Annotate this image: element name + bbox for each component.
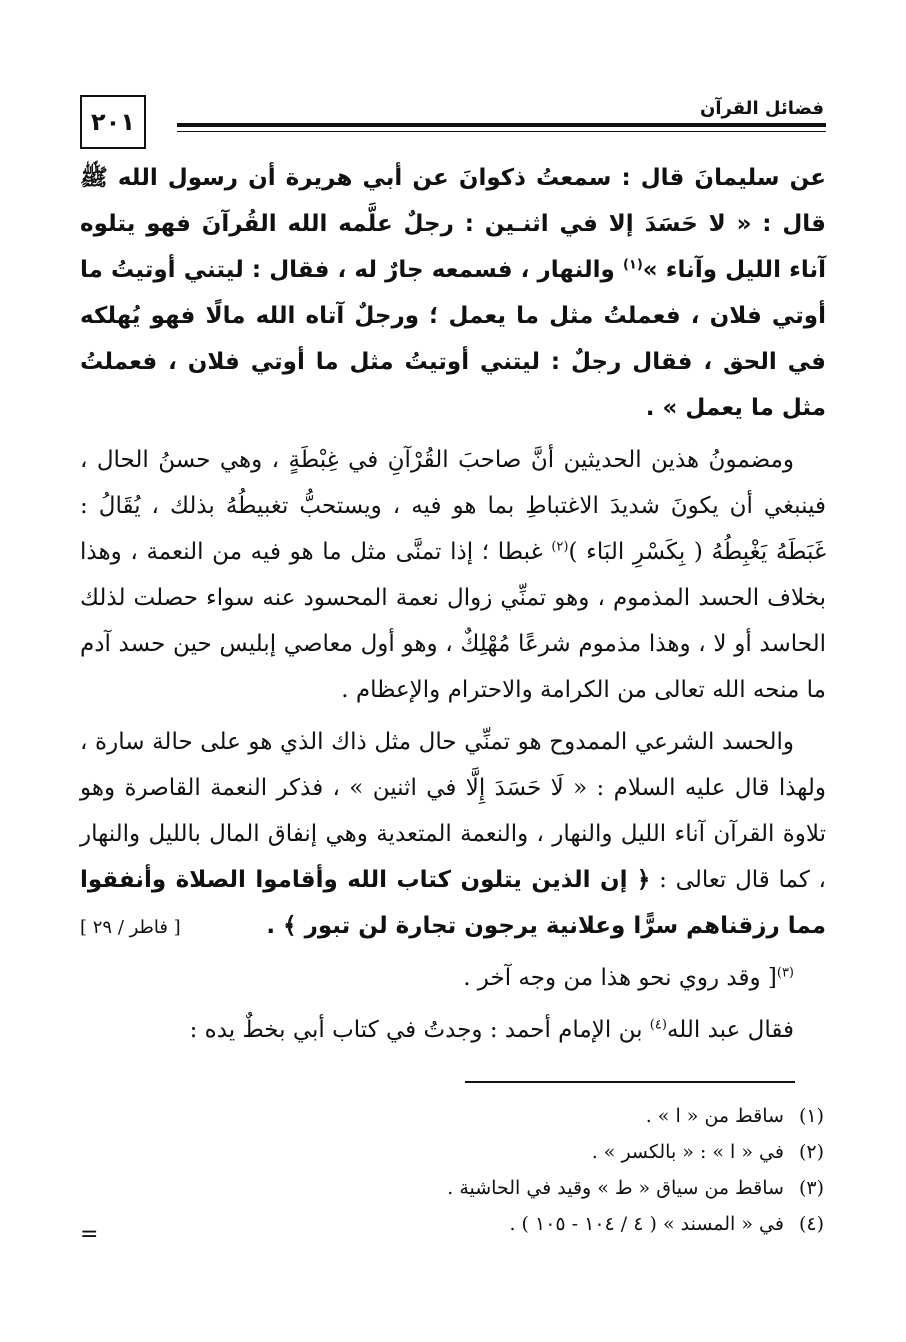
header-rule [177,123,826,127]
footnote-separator [465,1081,795,1083]
footnote-ref-1: (١) [622,257,643,273]
commentary-text-part2: غبطا ؛ إذا تمنَّى مثل ما هو فيه من النعمة ، وهذا بخلاف الحسد المذموم ، وهو تمنِّي زوال نعمة المحسود عنه سواء حصلت لذلك الحاسد أو لا ، وهذا مذموم شرعًا مُهْلِكٌ ، وهو أول معاصي إبليس حين حسد آدم ما منحه الله تعالى من الكرامة والاحترام والإعظام . [80,539,826,703]
praised-envy-paragraph [80,719,826,949]
hadith-paragraph [80,155,826,431]
running-title: فضائل القرآن [700,98,824,119]
footnote-1 [80,1098,824,1134]
footnote-number: (١) [798,1105,824,1127]
footnote-ref-4: (٤) [649,1017,667,1033]
closing-text-part2: بن الإمام أحمد : وجدتُ في كتاب أبي بخطٌ يده : [189,1017,643,1043]
footnote-text: ساقط من سياق « ط » وقيد في الحاشية . [447,1177,784,1199]
narration-note-text: [ وقد روي نحو هذا من وجه آخر . [463,965,777,991]
footnote-number: (٣) [798,1177,824,1199]
page-number: ٢٠١ [80,95,146,149]
verse-reference: [ فاطر / ٢٩ ] [80,917,181,938]
footnote-ref-3: (٣) [776,965,794,981]
footnote-2 [80,1134,824,1170]
main-text [80,155,826,1059]
footnote-text: في « المسند » ( ٤ / ١٠٤ - ١٠٥ ) . [509,1213,784,1235]
footnote-number: (٢) [798,1141,824,1163]
footnote-3 [80,1170,824,1206]
closing-text-part1: فقال عبد الله [666,1017,794,1043]
footnote-ref-2: (٢) [551,539,569,555]
footnote-text: ساقط من « ا » . [645,1105,784,1127]
footnote-4 [80,1206,824,1242]
footnotes [80,1098,824,1242]
praised-envy-text: والحسد الشرعي الممدوح هو تمنِّي حال مثل ذاك الذي هو على حالة سارة ، ولهذا قال عليه السلام : « لَا حَسَدَ إِلَّا في اثنين » ، فذكر النعمة القاصرة وهو تلاوة القرآن آناء الليل والنهار ، والنعمة المتعدية وهي إنفاق المال بالليل والنهار ، كما قال تعالى : [80,729,826,893]
footnote-text: في « ا » : « بالكسر » . [591,1141,784,1163]
header-rule-thin [177,131,826,132]
continuation-mark: = [80,1222,99,1247]
footnote-number: (٤) [798,1213,824,1235]
closing-paragraph [80,1007,826,1053]
hadith-text-part2: والنهار ، فسمعه جارٌ له ، فقال : ليتني أوتيتُ ما أوتي فلان ، فعملتُ مثل ما يعمل ؛ ورجلٌ آتاه الله مالًا فهو يُهلكه في الحق ، فقال رجلٌ : ليتني أوتيتُ مثل ما أوتي فلان ، فعملتُ مثل ما يعمل » . [80,257,826,421]
quran-verse: ﴿ إن الذين يتلون كتاب الله وأقاموا الصلاة وأنفقوا مما رزقناهم سرًّا وعلانية يرجون تجارة لن تبور ﴾ . [80,867,826,939]
commentary-paragraph [80,437,826,713]
narration-note [80,955,826,1001]
hadith-text-part1: عن سليمانَ قال : سمعتُ ذكوانَ عن أبي هريرة أن رسول الله ﷺ قال : « لا حَسَدَ إلا في اثنـين : رجلٌ علَّمه الله القُرآنَ فهو يتلوه آناء الليل وآناء » [80,165,826,283]
commentary-text-part1: ومضمونُ هذين الحديثين أنَّ صاحبَ القُرْآنِ في غِبْطَةٍ ، وهي حسنُ الحال ، فينبغي أن يكونَ شديدَ الاغتباطِ بما هو فيه ، ويستحبُّ تغبيطُهُ بذلك ، يُقَالُ : غَبَطَهُ يَغْبِطُهُ ( بِكَسْرِ البَاء ) [80,447,827,565]
